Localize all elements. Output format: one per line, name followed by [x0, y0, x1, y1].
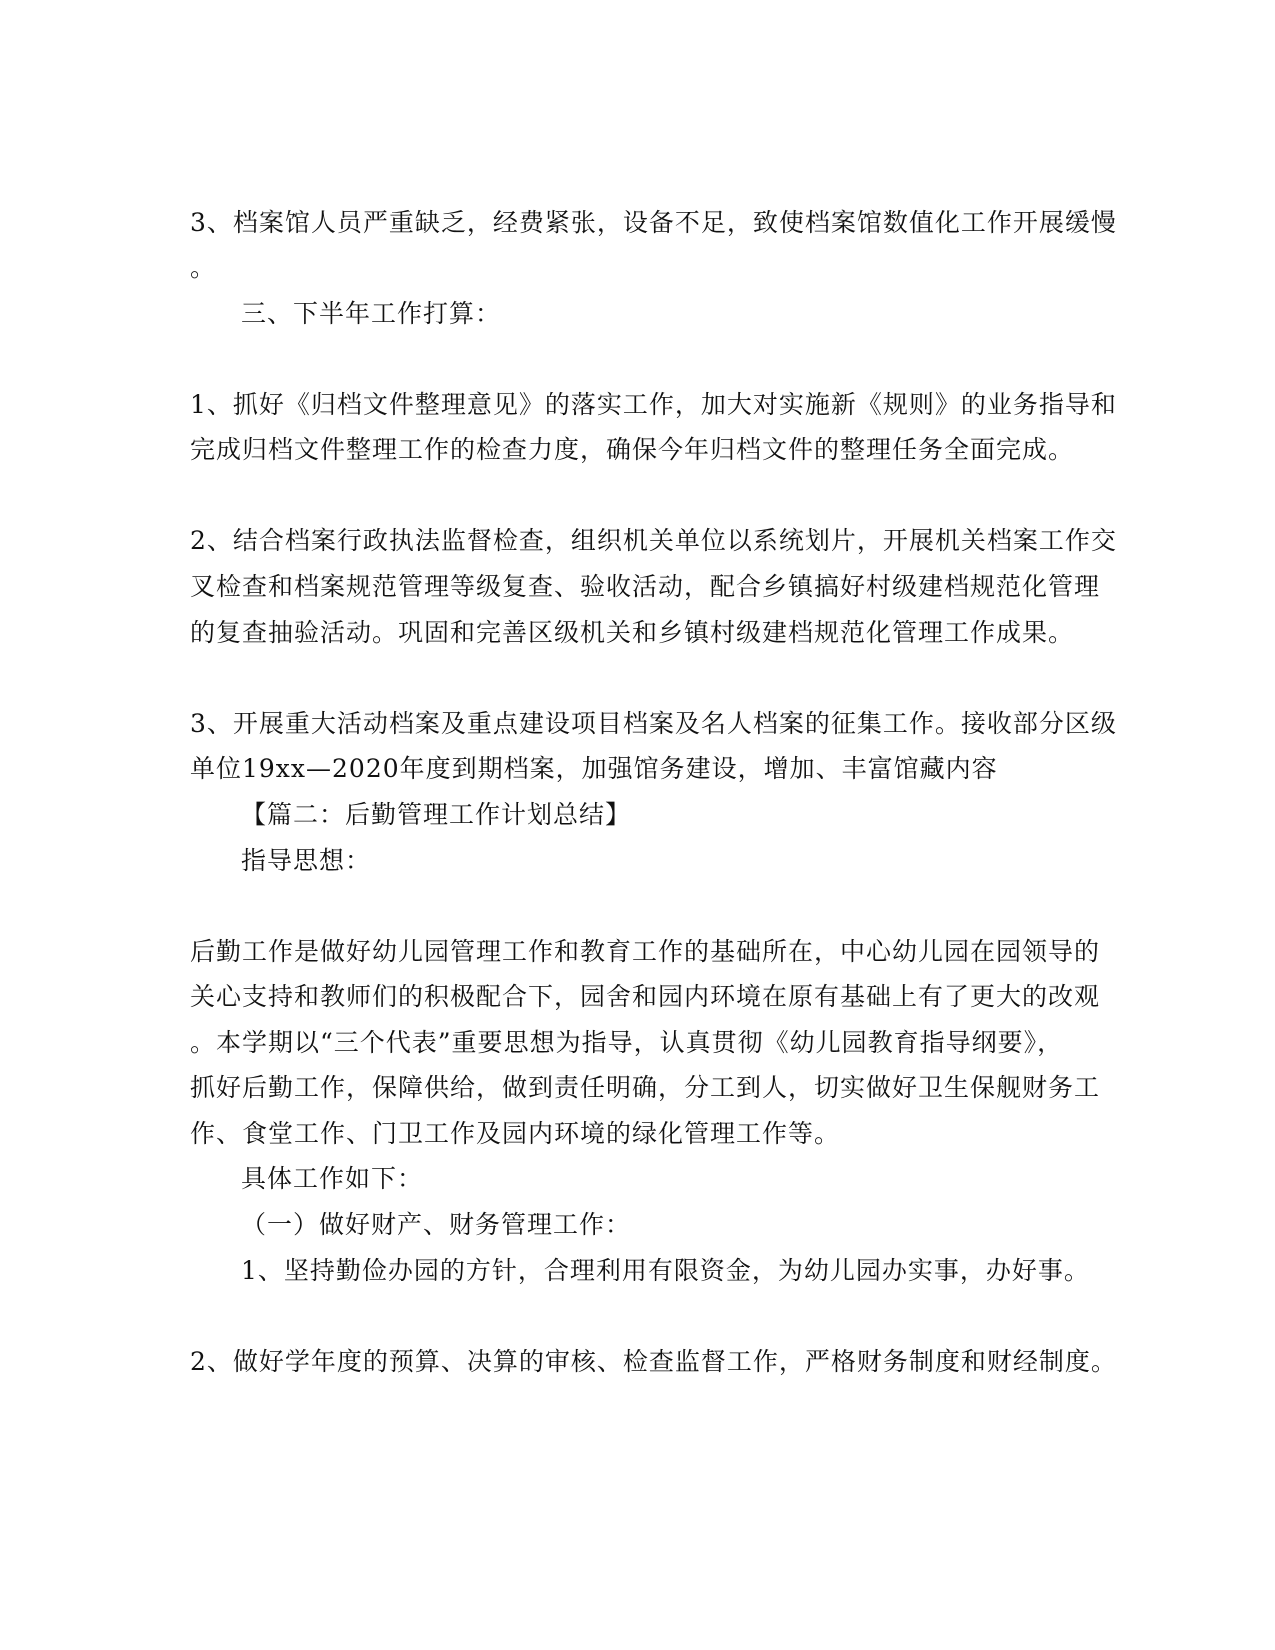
subsection-heading: （一）做好财产、财务管理工作： [241, 1210, 632, 1239]
text-line: 后勤工作是做好幼儿园管理工作和教育工作的基础所在，中心幼儿园在园领导的 [190, 937, 1101, 966]
text-line: 2、做好学年度的预算、决算的审核、检查监督工作，严格财务制度和财经制度。 [190, 1347, 1117, 1376]
text-line: 3、档案馆人员严重缺乏，经费紧张，设备不足，致使档案馆数值化工作开展缓慢 [190, 208, 1117, 237]
text-line: 。本学期以“三个代表”重要思想为指导，认真贯彻《幼儿园教育指导纲要》， [190, 1028, 1064, 1057]
text-line: 3、开展重大活动档案及重点建设项目档案及名人档案的征集工作。接收部分区级 [190, 709, 1117, 738]
text-line: 作、食堂工作、门卫工作及园内环境的绿化管理工作等。 [190, 1119, 841, 1148]
text-line: 具体工作如下： [241, 1164, 424, 1193]
section-heading: 指导思想： [241, 846, 372, 875]
text-line: 单位19xx—2020年度到期档案，加强馆务建设，增加、丰富馆藏内容 [190, 754, 998, 783]
text-line: 的复查抽验活动。巩固和完善区级机关和乡镇村级建档规范化管理工作成果。 [190, 618, 1075, 647]
text-line: 关心支持和教师们的积极配合下，园舍和园内环境在原有基础上有了更大的改观 [190, 982, 1101, 1011]
section-heading: 三、下半年工作打算： [241, 299, 502, 328]
text-line: 。 [190, 253, 217, 282]
text-line: 2、结合档案行政执法监督检查，组织机关单位以系统划片，开展机关档案工作交 [190, 526, 1117, 555]
text-line: 完成归档文件整理工作的检查力度，确保今年归档文件的整理任务全面完成。 [190, 435, 1075, 464]
text-line: 1、抓好《归档文件整理意见》的落实工作，加大对实施新《规则》的业务指导和 [190, 390, 1117, 419]
text-line: 1、坚持勤俭办园的方针，合理利用有限资金，为幼儿园办实事，办好事。 [241, 1256, 1090, 1285]
text-line: 抓好后勤工作，保障供给，做到责任明确，分工到人，切实做好卫生保舰财务工 [190, 1073, 1101, 1102]
text-line: 叉检查和档案规范管理等级复查、验收活动，配合乡镇搞好村级建档规范化管理 [190, 572, 1101, 601]
chapter-heading: 【篇二：后勤管理工作计划总结】 [241, 800, 632, 829]
